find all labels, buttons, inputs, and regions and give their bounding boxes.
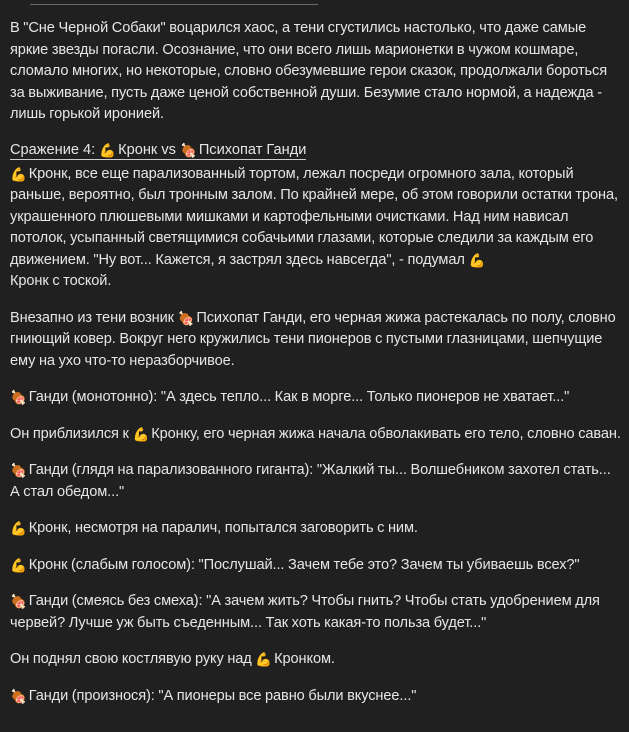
- story-paragraph-5: [10, 460, 621, 503]
- p6-text: Кронк, несмотря на паралич, попытался заговорить с ним.: [28, 520, 418, 536]
- story-paragraph-7: [10, 555, 621, 577]
- story-paragraph-4: [10, 424, 621, 446]
- intro-paragraph: В "Сне Черной Собаки" воцарился хаос, а тени сгустились настолько, что даже самые яркие звезды погасли. Осознание, что они всего лишь марионетки в чужом кошмаре, сломало многих, но некоторые, словно обезумевшие герои сказок, продолжали бороться за выживание, пусть даже ценой собственной души. Безумие стало нормой, а надежда - лишь горькой иронией.: [10, 20, 608, 122]
- meat-on-bone-icon: 🍖: [10, 594, 27, 610]
- flexed-biceps-icon: 💪: [99, 142, 117, 159]
- meat-on-bone-icon: 🍖: [10, 463, 27, 479]
- divider: [30, 4, 318, 5]
- meat-on-bone-icon: 🍖: [180, 142, 197, 159]
- story-paragraph-2: [10, 308, 621, 373]
- fighter1-name: Кронк: [118, 141, 158, 158]
- p5-text: Ганди (глядя на парализованного гиганта): "Жалкий ты... Волшебником захотел стать... А стал обедом...": [10, 462, 611, 500]
- battle-heading-underlined: [10, 142, 306, 160]
- meat-on-bone-icon: 🍖: [10, 688, 27, 705]
- p2-text-a: Внезапно из тени возник: [10, 309, 174, 326]
- flexed-biceps-icon: 💪: [10, 166, 27, 183]
- p9-text-a: Он поднял свою костлявую руку над: [10, 651, 252, 667]
- story-paragraph-3: [10, 387, 621, 409]
- battle-heading: [10, 140, 621, 160]
- flexed-biceps-icon: 💪: [255, 652, 273, 668]
- fighter2-name: Психопат Ганди: [198, 141, 307, 158]
- story-paragraph-6: [10, 518, 621, 540]
- story-paragraph-10: [10, 686, 621, 708]
- p3-text: Ганди (монотонно): "А здесь тепло... Как в морге... Только пионеров не хватает...": [28, 389, 570, 405]
- p8-text: Ганди (смеясь без смеха): "А зачем жить? Чтобы гнить? Чтобы стать удобрением для червей? Лучше уж быть съеденным... Так хоть какая-то польза будет...": [10, 593, 600, 631]
- versus-label: vs: [161, 141, 176, 158]
- flexed-biceps-icon: 💪: [468, 252, 486, 269]
- p1-text-a: Кронк, все еще парализованный тортом, лежал посреди огромного зала, который раньше, вероятно, был тронным залом. По крайней мере, об этом говорили остатки трона, украшенного плюшевыми мишками и картофельными очистками. Над ним нависал потолок, усыпанный светящимися собачьими глазами, которые следили за каждым его движением. "Ну вот... Кажется, я застрял здесь навсегда", - подумал: [10, 165, 618, 268]
- meat-on-bone-icon: 🍖: [177, 310, 195, 327]
- flexed-biceps-icon: 💪: [10, 521, 27, 537]
- battle-heading-prefix: Сражение 4:: [10, 141, 96, 158]
- p4-text-a: Он приблизился к: [10, 425, 129, 442]
- flexed-biceps-icon: 💪: [132, 426, 150, 443]
- story-paragraph-9: [10, 649, 621, 671]
- flexed-biceps-icon: 💪: [10, 557, 27, 574]
- p9-text-b: Кронком.: [274, 651, 335, 667]
- p10-text: Ганди (произнося): "А пионеры все равно были вкуснее...": [28, 687, 417, 704]
- p2-text-b: Психопат Ганди, его черная жижа растекалась по полу, словно гниющий ковер. Вокруг него кружились тени пионеров с пустыми глазницами, шепчущие ему на ухо что-то неразборчивое.: [10, 309, 616, 369]
- p1-text-b: Кронк с тоской.: [10, 273, 112, 289]
- story-paragraph-8: [10, 591, 621, 634]
- meat-on-bone-icon: 🍖: [10, 390, 27, 406]
- story-paragraph-1: [10, 164, 621, 293]
- p4-text-b: Кронку, его черная жижа начала обволакивать его тело, словно саван.: [151, 425, 621, 442]
- p7-text: Кронк (слабым голосом): "Послушай... Зачем тебе это? Зачем ты убиваешь всех?": [28, 556, 580, 573]
